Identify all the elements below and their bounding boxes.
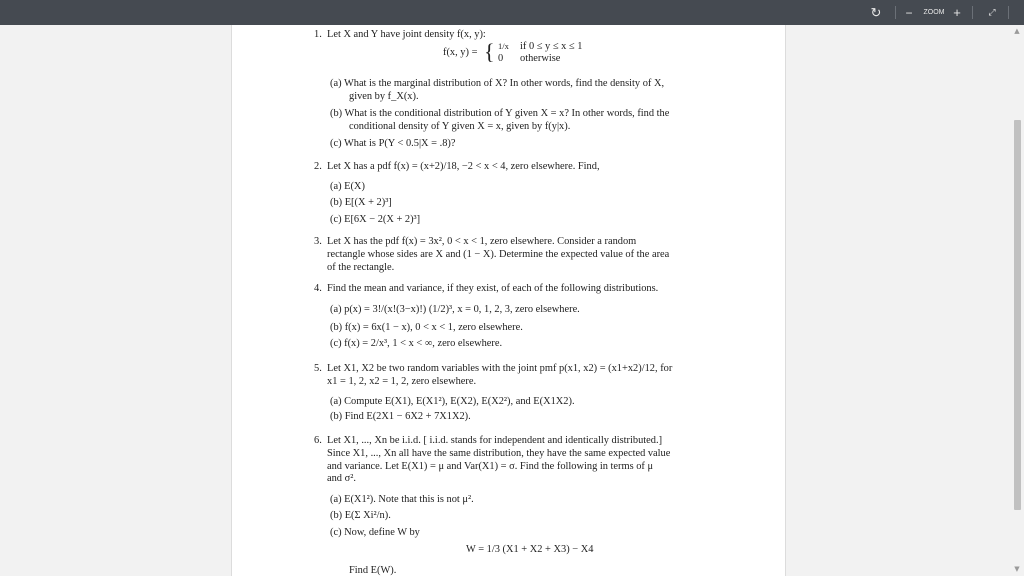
- problem-5-line1: Let X1, X2 be two random variables with the joint pmf p(x1, x2) = (x1+x2)/12, for: [327, 363, 673, 374]
- scroll-up-arrow-icon[interactable]: ▲: [1014, 27, 1020, 35]
- problem-4c: (c) f(x) = 2/x³, 1 < x < ∞, zero elsewhere.: [330, 338, 503, 349]
- problem-4-number: 4.: [314, 283, 322, 294]
- vertical-scrollbar[interactable]: [1010, 25, 1024, 576]
- scroll-down-arrow-icon[interactable]: ▼: [1014, 565, 1020, 573]
- problem-6-line3: and variance. Let E(X1) = μ and Var(X1) = σ. Find the following in terms of μ: [327, 461, 654, 472]
- top-toolbar: [0, 0, 1024, 25]
- problem-3-line3: of the rectangle.: [327, 262, 395, 273]
- problem-4b: (b) f(x) = 6x(1 − x), 0 < x < 1, zero elsewhere.: [330, 322, 523, 333]
- problem-1c: (c) What is P(Y < 0.5|X = .8)?: [330, 138, 456, 149]
- reset-view-icon[interactable]: ↻: [870, 4, 882, 20]
- problem-4a: (a) p(x) = 3!/(x!(3−x)!) (1/2)³, x = 0, 1, 2, 3, zero elsewhere.: [330, 304, 580, 315]
- problem-5b: (b) Find E(2X1 − 6X2 + 7X1X2).: [330, 411, 471, 422]
- problem-6b: (b) E(Σ Xi²/n).: [330, 510, 391, 521]
- problem-2-number: 2.: [314, 161, 322, 172]
- problem-1b: (b) What is the conditional distribution of Y given X = x? In other words, find the: [330, 108, 670, 119]
- problem-5-number: 5.: [314, 363, 322, 374]
- expand-icon[interactable]: ⤢: [988, 7, 996, 17]
- problem-2c: (c) E[6X − 2(X + 2)³]: [330, 214, 421, 225]
- scrollbar-thumb[interactable]: [1014, 120, 1021, 510]
- problem-2-text: Let X has a pdf f(x) = (x+2)/18, −2 < x < 4, zero elsewhere. Find,: [327, 161, 600, 172]
- problem-1-intro: Let X and Y have joint density f(x, y):: [327, 29, 486, 40]
- problem-3-line1: Let X has the pdf f(x) = 3x², 0 < x < 1, zero elsewhere. Consider a random: [327, 236, 637, 247]
- problem-5a: (a) Compute E(X1), E(X1²), E(X2), E(X2²), and E(X1X2).: [330, 396, 575, 407]
- density-case2-condition: otherwise: [520, 53, 561, 64]
- problem-1a: (a) What is the marginal distribution of X? In other words, find the density of X,: [330, 78, 665, 89]
- toolbar-divider: [972, 6, 973, 19]
- piecewise-brace: {: [484, 39, 495, 64]
- w-definition-equation: W = 1/3 (X1 + X2 + X3) − X4: [466, 544, 594, 555]
- problem-6-line1: Let X1, ..., Xn be i.i.d. [ i.i.d. stands for independent and identically distributed.]: [327, 435, 663, 446]
- problem-3-number: 3.: [314, 236, 322, 247]
- problem-6c: (c) Now, define W by: [330, 527, 420, 538]
- zoom-in-button[interactable]: +: [953, 5, 961, 20]
- density-case2-value: 0: [498, 53, 504, 64]
- problem-5-line2: x1 = 1, 2, x2 = 1, 2, zero elsewhere.: [327, 376, 477, 387]
- problem-1-number: 1.: [314, 29, 322, 40]
- zoom-out-button[interactable]: −: [905, 5, 913, 20]
- problem-1b-cont: conditional density of Y given X = x, given by f(y|x).: [349, 121, 571, 132]
- problem-6-number: 6.: [314, 435, 322, 446]
- problem-6-line4: and σ².: [327, 473, 356, 484]
- document-page: [231, 25, 786, 576]
- toolbar-divider: [895, 6, 896, 19]
- density-case1-condition: if 0 ≤ y ≤ x ≤ 1: [520, 41, 583, 52]
- problem-4-text: Find the mean and variance, if they exist, of each of the following distributions.: [327, 283, 659, 294]
- density-function-label: f(x, y) =: [443, 47, 478, 58]
- density-case1-value: 1/x: [498, 41, 509, 51]
- problem-6c-find: Find E(W).: [349, 565, 397, 576]
- problem-6-line2: Since X1, ..., Xn all have the same distribution, they have the same expected value: [327, 448, 671, 459]
- problem-2a: (a) E(X): [330, 181, 365, 192]
- problem-2b: (b) E[(X + 2)³]: [330, 197, 392, 208]
- problem-3-line2: rectangle whose sides are X and (1 − X). Determine the expected value of the area: [327, 249, 670, 260]
- toolbar-divider: [1008, 6, 1009, 19]
- zoom-label: ZOOM: [923, 9, 945, 16]
- problem-6a: (a) E(X1²). Note that this is not μ².: [330, 494, 474, 505]
- problem-1a-cont: given by f_X(x).: [349, 91, 419, 102]
